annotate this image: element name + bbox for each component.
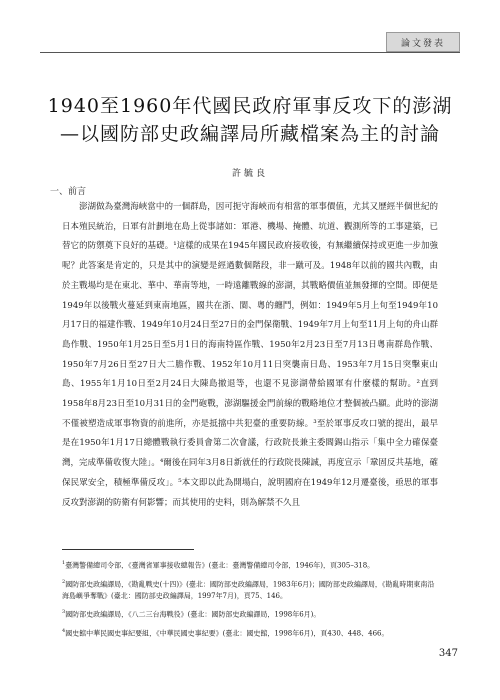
body-paragraph: 澎湖做為臺灣海峽當中的一個群島，因可扼守海峽而有相當的軍事價值，尤其又歷經半個世紀的日本殖民統治，日軍有計劃地在島上從事諸如：軍港、機場、掩體、坑道、觀測所等的工事建築，已替它的防禦奠下良好的基礎。¹這樣的成果在1945年國民政府接收後，有無繼續保持或更進一步加強呢？此答案是肯定的，只是其中的演變是經過數個階段，非一蹴可及。1948年以前的國共內戰，由於主戰場均是在東北、華中、華南等地，一時遠離戰線的澎湖，其戰略價值並無發揮的空間。即便是1949年以後戰火蔓延到東南地區，國共在浙、閩、粵的纏鬥，例如：1949年5月上旬至1949年10月17日的福建作戰、1949年10月24日至27日的金門保衛戰、1949年7月上旬至11月上旬的舟山群島作戰、1950年1月25日至5月1日的海南特區作戰、1950年2月23日至7月13日粵南群島作戰、1950年7月26日至27日大二膽作戰、1952年10月11日突襲南日島、1953年7月15日突擊東山島、1955年1月10日至2月24日大陳島撤退等，也還不見澎湖帶給國軍有什麼樣的幫助。²直到1958年8月23日至10月31日的金門砲戰，澎湖驅援金門前線的戰略地位才整個被凸顯。此時的澎湖不僅被塑造成軍事物資的前進所，亦是抵擋中共犯臺的重要防線。³至於軍事反攻口號的提出，最早是在1950年1月17日總體戰執行委員會第二次會議，行政院長兼主委閻錫山指示「集中全力確保臺灣，完成準備收復大陸」。⁴爾後在同年3月8日新就任的行政院長陳誠，再度宣示「鞏固反共基地，確保民眾安全，積極準備反攻」。⁵本文即以此為開場白，說明國府在1949年12月遷臺後，亟思的軍事反攻對澎湖的防衛有何影響；而其使用的史料，則為解禁不久且 — [62, 202, 438, 508]
footnote-text: 臺灣警備總司令部，《臺灣省軍事接收總報告》(臺北：臺灣警備總司令部，1946年)，頁305–318。 — [65, 561, 375, 570]
body-text — [62, 198, 438, 513]
footnote-number: 2 — [62, 578, 66, 585]
author-name: 許毓良 — [231, 169, 268, 179]
footnote-number: 1 — [62, 560, 66, 566]
footnote-text: 國防部史政編譯局，《勘亂戰史(十四)》(臺北：國防部史政編譯局，1983年6月)；國防部史政編譯局，《勘亂時期東南沿海島嶼爭奪戰》(臺北：國防部史政編譯局，1997年7月)，頁75、146。 — [62, 580, 435, 600]
footnote-list — [62, 558, 438, 645]
footnote — [62, 558, 438, 572]
title-line-2: —以國防部史政編譯局所藏檔案為主的討論 — [59, 123, 440, 145]
footnote-number: 3 — [62, 609, 66, 616]
footnote — [62, 577, 438, 602]
footnote-number: 4 — [62, 627, 66, 634]
footnote — [62, 607, 438, 621]
footnote-separator — [62, 549, 194, 550]
footnote-text: 國史館中華民國史事紀要組，《中華民國史事紀要》(臺北：國史館，1998年6月)，頁430、448、466。 — [65, 629, 389, 638]
header-rule — [40, 52, 460, 53]
footnote — [62, 626, 438, 640]
page-number: 347 — [438, 648, 458, 659]
article-title — [40, 92, 460, 148]
title-line-1: 1940至1960年代國民政府軍事反攻下的澎湖 — [47, 95, 453, 117]
section-tag: 論文發表 — [386, 32, 460, 52]
footnote-text: 國防部史政編譯局，《八二三台海戰役》(臺北：國防部史政編譯局，1998年6月)。 — [65, 610, 321, 619]
section-heading: 一、前言 — [50, 187, 87, 197]
